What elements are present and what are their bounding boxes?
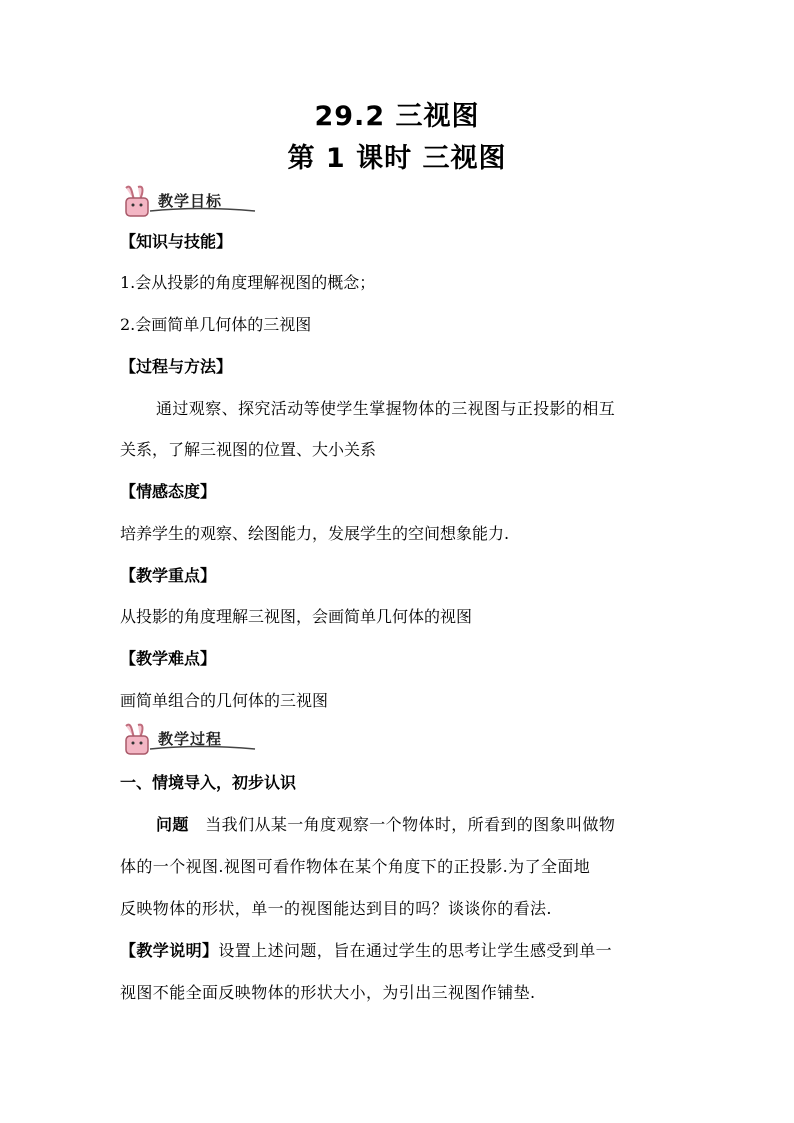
teaching-process-label: 教学过程	[158, 730, 223, 748]
question-line-2: 体的一个视图.视图可看作物体在某个角度下的正投影.为了全面地	[120, 857, 591, 876]
key-points-text: 从投影的角度理解三视图，会画简单几何体的视图	[120, 607, 473, 626]
difficulty-text: 画简单组合的几何体的三视图	[120, 691, 329, 710]
knowledge-item-1: 1.会从投影的角度理解视图的概念；	[120, 273, 376, 292]
section-1-heading: 一、情境导入，初步认识	[120, 773, 297, 792]
note-line-1	[120, 941, 680, 961]
key-points-heading: 【教学重点】	[120, 566, 217, 585]
process-heading: 【过程与方法】	[120, 357, 233, 376]
teaching-process-badge	[120, 722, 260, 756]
difficulty-heading: 【教学难点】	[120, 649, 217, 668]
question-text-1: 当我们从某一角度观察一个物体时，所看到的图象叫做物	[205, 815, 616, 834]
process-line-1: 通过观察、探究活动等使学生掌握物体的三视图与正投影的相互	[156, 399, 616, 418]
note-text-1: 设置上述问题，旨在通过学生的思考让学生感受到单一	[218, 941, 613, 960]
knowledge-heading: 【知识与技能】	[120, 232, 233, 251]
page-subtitle: 第 1 课时 三视图	[287, 143, 507, 174]
teaching-goals-label: 教学目标	[158, 192, 223, 210]
page-title: 29.2 三视图	[314, 101, 480, 132]
question-line-3: 反映物体的形状，单一的视图能达到目的吗？谈谈你的看法.	[120, 899, 552, 918]
knowledge-item-2: 2.会画简单几何体的三视图	[120, 315, 312, 334]
question-label: 问题	[156, 815, 189, 834]
attitude-heading: 【情感态度】	[120, 482, 217, 501]
question-line-1	[156, 815, 716, 835]
note-line-2: 视图不能全面反映物体的形状大小，为引出三视图作铺垫.	[120, 983, 536, 1002]
teaching-goals-badge	[120, 184, 260, 218]
note-label: 【教学说明】	[120, 941, 219, 960]
attitude-text: 培养学生的观察、绘图能力，发展学生的空间想象能力.	[120, 524, 510, 543]
process-line-2: 关系，了解三视图的位置、大小关系	[120, 440, 377, 459]
